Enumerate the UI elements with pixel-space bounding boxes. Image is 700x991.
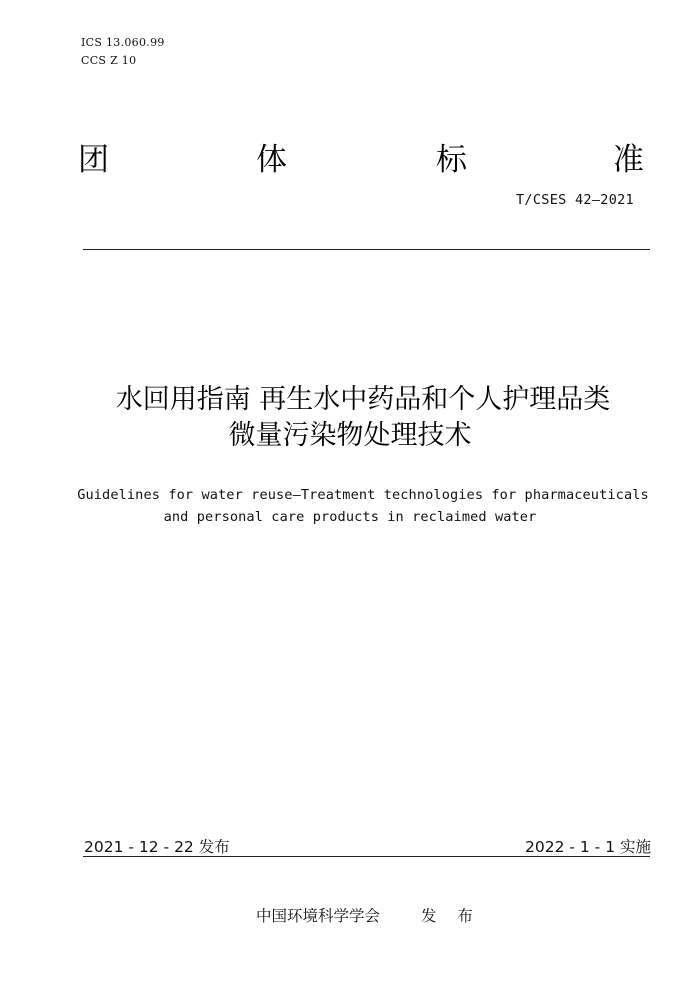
implement-date: 2022 - 1 - 1 实施 <box>525 838 651 856</box>
ccs-code: CCS Z 10 <box>81 54 137 67</box>
header-divider <box>83 249 650 250</box>
standard-type-char-4: 准 <box>613 142 644 178</box>
ics-code: ICS 13.060.99 <box>81 36 165 49</box>
chinese-title-line-2: 微量污染物处理技术 <box>228 420 472 451</box>
english-title <box>0 484 700 528</box>
publish-action: 发 布 <box>421 907 481 925</box>
standard-type-char-2: 体 <box>256 142 287 178</box>
footer-divider <box>83 856 650 857</box>
standard-type-char-3: 标 <box>436 142 467 178</box>
chinese-title-line-1: 水回用指南 再生水中药品和个人护理品类 <box>115 384 611 415</box>
english-title-line-1: Guidelines for water reuse—Treatment technologies for pharmaceuticals <box>77 487 649 503</box>
chinese-title <box>0 382 700 454</box>
standard-type-char-1: 团 <box>78 142 109 178</box>
english-title-line-2: and personal care products in reclaimed water <box>163 509 537 525</box>
publisher-name: 中国环境科学学会 <box>256 907 381 925</box>
standard-code: T/CSES 42—2021 <box>516 192 634 208</box>
publish-date: 2021 - 12 - 22 发布 <box>84 838 230 856</box>
